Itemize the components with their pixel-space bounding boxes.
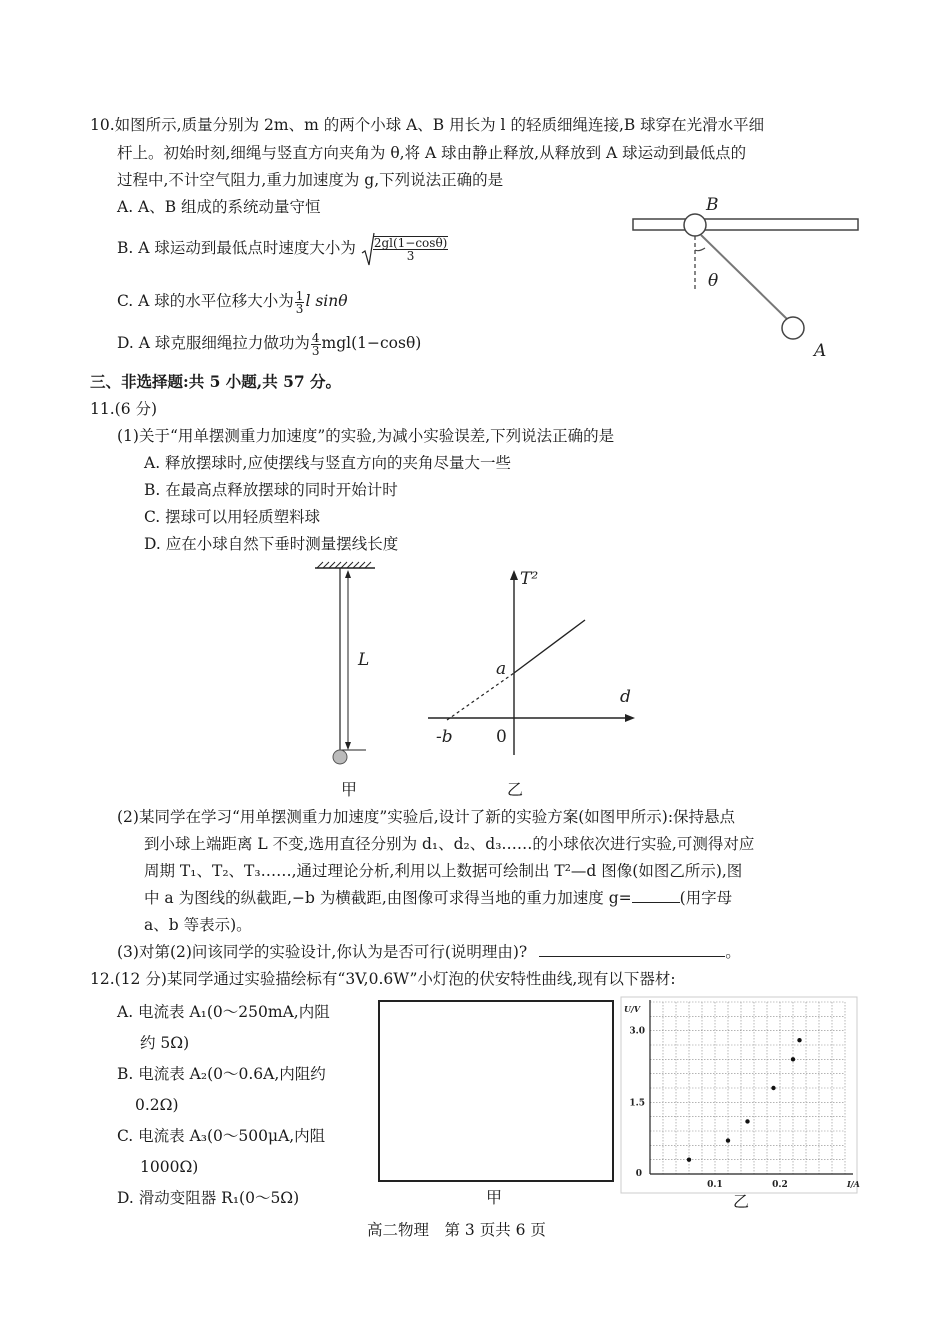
q10-stem-line2: 杆上。初始时刻,细绳与竖直方向夹角为 θ,将 A 球由静止释放,从释放到 A 球运动到最低点的 (117, 144, 747, 162)
graph-line-dashed (447, 673, 514, 720)
arrow-up-icon (345, 570, 351, 578)
q10-option-c (117, 286, 348, 316)
q12-option-b-line2: 0.2Ω) (135, 1096, 179, 1114)
q10-option-d-fraction (311, 332, 321, 357)
label-intercept-a: a (496, 659, 507, 679)
ball-a (782, 317, 804, 339)
answer-blank-reason[interactable] (539, 942, 725, 957)
x-axis-arrow-icon (625, 714, 635, 722)
q10-option-a: A. A、B 组成的系统动量守恒 (117, 198, 321, 216)
y-tick-label: 3.0 (629, 1026, 645, 1037)
q10-option-b (117, 230, 449, 267)
figure-yi-caption: 乙 (507, 780, 524, 799)
origin-label: 0 (635, 1169, 642, 1179)
q12-head: 12.(12 分)某同学通过实验描绘标有“3V,0.6W”小灯泡的伏安特性曲线,现有以下器材: (90, 970, 676, 988)
q12-option-c-line2: 1000Ω) (140, 1158, 199, 1176)
q10-option-c-numerator: 1 (295, 288, 304, 303)
section-heading: 三、非选择题:共 5 小题,共 57 分。 (90, 372, 342, 391)
q10-option-c-tail: l sinθ (305, 292, 348, 310)
data-point (791, 1057, 795, 1061)
q11-part1-option-b: B. 在最高点释放摆球的同时开始计时 (144, 481, 398, 499)
q10-option-d-numerator: 4 (311, 330, 320, 345)
q12-option-b-line1: B. 电流表 A₂(0～0.6A,内阻约 (117, 1065, 326, 1083)
q10-pendulum-figure (628, 186, 864, 380)
data-point (745, 1119, 749, 1123)
q10-option-c-text: C. A 球的水平位移大小为 (117, 292, 294, 310)
q11-part2-line1: (2)某同学在学习“用单摆测重力加速度”实验后,设计了新的实验方案(如图甲所示):保持悬点 (117, 808, 736, 826)
q12-option-a-line1: A. 电流表 A₁(0～250mA,内阻 (117, 1003, 330, 1021)
ceiling-hatch (317, 562, 371, 568)
y-axis-label: U/V (624, 1004, 641, 1014)
data-point (771, 1086, 775, 1090)
label-a: A (814, 341, 827, 361)
q11-part3-end: 。 (725, 943, 741, 961)
q10-stem-line3: 过程中,不计空气阻力,重力加速度为 g,下列说法正确的是 (117, 171, 504, 189)
y-tick-label: 1.5 (629, 1098, 645, 1109)
label-l: L (358, 650, 370, 670)
ball-b (684, 214, 706, 236)
data-point (797, 1038, 801, 1042)
horizontal-rod (633, 219, 858, 230)
label-d: d (620, 687, 631, 707)
label-origin: 0 (496, 727, 507, 747)
q12-option-c-line1: C. 电流表 A₃(0～500μA,内阻 (117, 1127, 326, 1145)
q11-part3-text: (3)对第(2)问该同学的实验设计,你认为是否可行(说明理由)? (117, 943, 528, 961)
q10-option-b-text: B. A 球运动到最低点时速度大小为 (117, 239, 356, 257)
label-theta: θ (708, 271, 719, 291)
q10-option-b-fraction (373, 236, 449, 262)
q11-part1-stem: (1)关于“用单摆测重力加速度”的实验,为减小实验误差,下列说法正确的是 (117, 427, 615, 445)
q10-option-d-text: D. A 球克服细绳拉力做功为 (117, 334, 310, 352)
q10-stem-line1: 10.如图所示,质量分别为 2m、m 的两个小球 A、B 用长为 l 的轻质细绳连接,B 球穿在光滑水平细 (90, 116, 765, 134)
label-t-squared: T² (520, 569, 539, 589)
q11-part2-line3: 周期 T₁、T₂、T₃……,通过理论分析,利用以上数据可绘制出 T²—d 图像(如图乙所示),图 (144, 862, 743, 880)
x-tick-label: 0.1 (707, 1180, 723, 1190)
answer-blank-g[interactable] (632, 888, 680, 903)
circuit-drawing-box[interactable] (378, 1000, 614, 1182)
q11-part3 (117, 942, 741, 962)
q11-figure-yi (420, 560, 650, 760)
label-neg-b: -b (436, 727, 453, 747)
q10-option-c-denominator: 3 (295, 301, 304, 316)
page-footer: 高二物理 第 3 页共 6 页 (367, 1221, 546, 1239)
angle-arc (695, 248, 705, 251)
iv-curve-chart (620, 996, 860, 1196)
q11-part1-option-c: C. 摆球可以用轻质塑料球 (144, 508, 321, 526)
q10-option-b-numerator: 2gl(1−cosθ) (373, 236, 448, 250)
q11-part2-line2: 到小球上端距离 L 不变,选用直径分别为 d₁、d₂、d₃……的小球依次进行实验,可测得对应 (144, 835, 755, 853)
y-axis-arrow-icon (510, 570, 518, 580)
graph-line-solid (514, 620, 585, 673)
q11-part2-line5: a、b 等表示)。 (144, 916, 252, 934)
q10-option-c-fraction (295, 290, 305, 315)
q11-part1-option-a: A. 释放摆球时,应使摆线与竖直方向的夹角尽量大一些 (144, 454, 511, 472)
q11-part2-line4-tail: (用字母 (679, 889, 733, 907)
q12-option-a-line2: 约 5Ω) (140, 1034, 190, 1052)
data-point (726, 1138, 730, 1142)
q12-figure-jia-caption: 甲 (486, 1188, 503, 1207)
label-b: B (706, 195, 719, 215)
q10-option-d-tail: mgl(1−cosθ) (321, 334, 422, 352)
q12-figure-yi-caption: 乙 (733, 1192, 750, 1211)
figure-jia-caption: 甲 (341, 780, 358, 799)
q11-part2-line4 (144, 888, 732, 908)
x-axis-label: I/A (847, 1179, 860, 1189)
q11-figure-jia (300, 560, 400, 800)
q11-part1-option-d: D. 应在小球自然下垂时测量摆线长度 (144, 535, 399, 553)
arrow-down-icon (345, 742, 351, 750)
q11-part2-line4-text: 中 a 为图线的纵截距,−b 为横截距,由图像可求得当地的重力加速度 g= (144, 889, 632, 907)
q10-option-b-denominator: 3 (406, 249, 415, 263)
q11-head: 11.(6 分) (90, 400, 158, 418)
q10-option-d-denominator: 3 (311, 343, 320, 358)
x-tick-label: 0.2 (772, 1180, 788, 1190)
data-point (687, 1157, 691, 1161)
q12-option-d: D. 滑动变阻器 R₁(0～5Ω) (117, 1189, 300, 1207)
q10-option-d (117, 328, 421, 358)
chart-border (621, 997, 857, 1193)
pendulum-ball (333, 750, 347, 764)
